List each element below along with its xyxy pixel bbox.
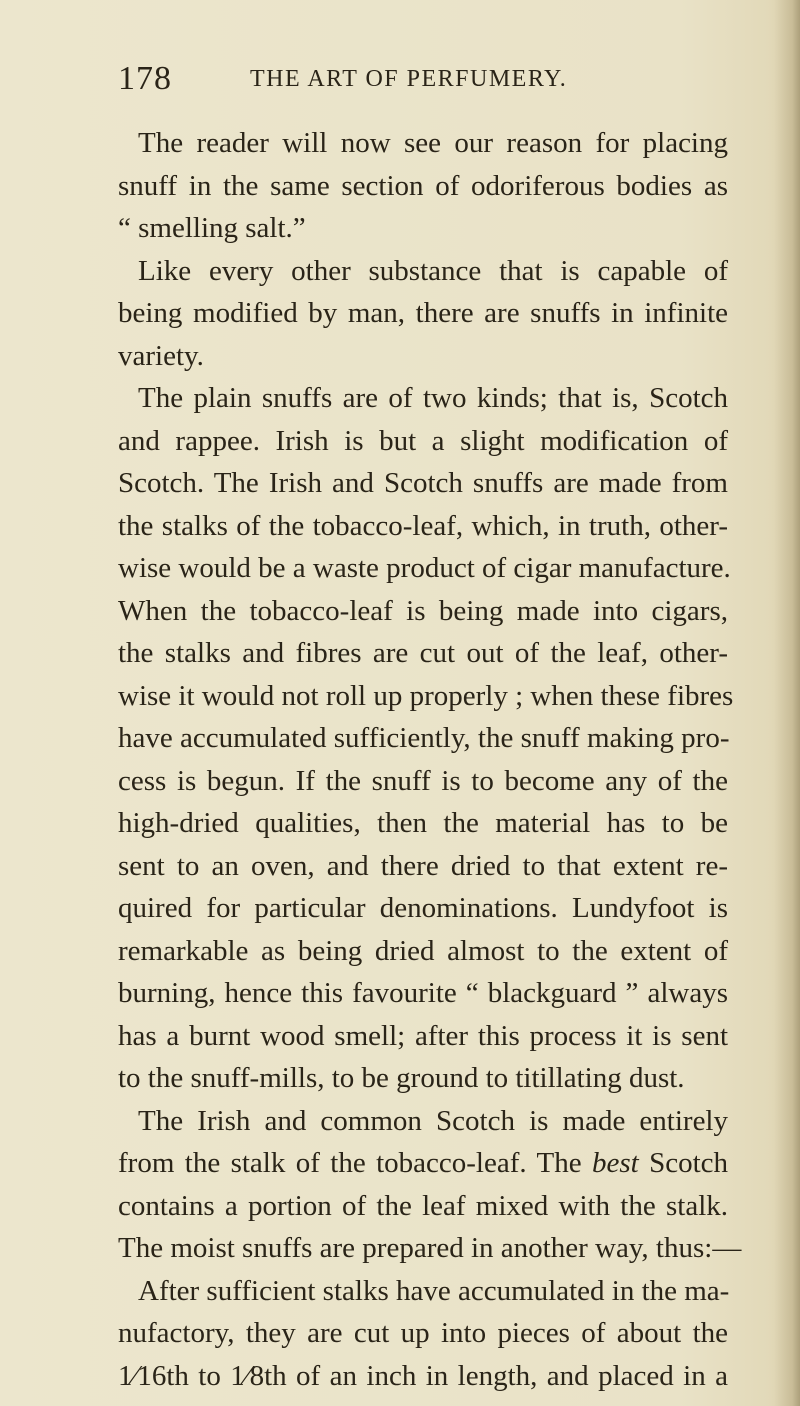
text-line: 1⁄16th to 1⁄8th of an inch in length, and placed in a [118, 1359, 728, 1392]
text-line: have accumulated sufficiently, the snuff making pro- [118, 722, 730, 754]
text-line: the stalks of the tobacco-leaf, which, in truth, other- [118, 509, 728, 542]
text-line: The Irish and common Scotch is made entirely [138, 1104, 728, 1137]
page-number: 178 [118, 60, 172, 97]
text-line: burning, hence this favourite “ blackguard ” always [118, 977, 728, 1009]
text-line: cess is begun. If the snuff is to become any of the [118, 764, 728, 797]
text-line: snuff in the same section of odoriferous bodies as [118, 169, 728, 202]
text-line: wise it would not roll up properly ; when these fibres [118, 679, 734, 712]
text-line: nufactory, they are cut up into pieces of about the [118, 1317, 728, 1349]
text-line: has a burnt wood smell; after this process it is sent [118, 1019, 728, 1052]
text-segment: Scotch [638, 1147, 729, 1179]
text-line: wise would be a waste product of cigar manufacture. [118, 552, 731, 584]
text-line: When the tobacco-leaf is being made into cigars, [118, 594, 728, 627]
italic-emphasis: best [591, 1147, 639, 1179]
text-line [118, 1142, 728, 1185]
text-line: quired for particular denominations. Lundyfoot is [118, 892, 728, 924]
running-title: THE ART OF PERFUMERY. [250, 66, 568, 92]
text-line: The plain snuffs are of two kinds; that is, Scotch [138, 382, 728, 414]
text-line: and rappee. Irish is but a slight modification of [118, 424, 728, 457]
text-line: variety. [118, 339, 204, 372]
page-header [118, 60, 718, 100]
text-line: After sufficient stalks have accumulated in the ma- [138, 1274, 730, 1307]
text-line: Scotch. The Irish and Scotch snuffs are made from [118, 467, 728, 499]
text-line: sent to an oven, and there dried to that extent re- [118, 849, 728, 882]
text-line: The reader will now see our reason for placing [138, 127, 728, 159]
text-line: “ smelling salt.” [118, 212, 306, 244]
text-segment: from the stalk of the tobacco-leaf. The [118, 1147, 582, 1179]
text-line: being modified by man, there are snuffs in infinite [118, 297, 728, 329]
text-line: Like every other substance that is capable of [138, 254, 728, 287]
page-edge-shadow [774, 0, 800, 1406]
text-line: the stalks and fibres are cut out of the leaf, other- [118, 637, 728, 669]
text-line: contains a portion of the leaf mixed with the stalk. [118, 1189, 728, 1222]
text-line: remarkable as being dried almost to the extent of [118, 934, 728, 967]
text-line: to the snuff-mills, to be ground to titillating dust. [118, 1062, 685, 1094]
text-line: The moist snuffs are prepared in another way, thus:— [118, 1232, 742, 1264]
body-text [118, 122, 742, 1397]
text-line: high-dried qualities, then the material has to be [118, 807, 728, 839]
